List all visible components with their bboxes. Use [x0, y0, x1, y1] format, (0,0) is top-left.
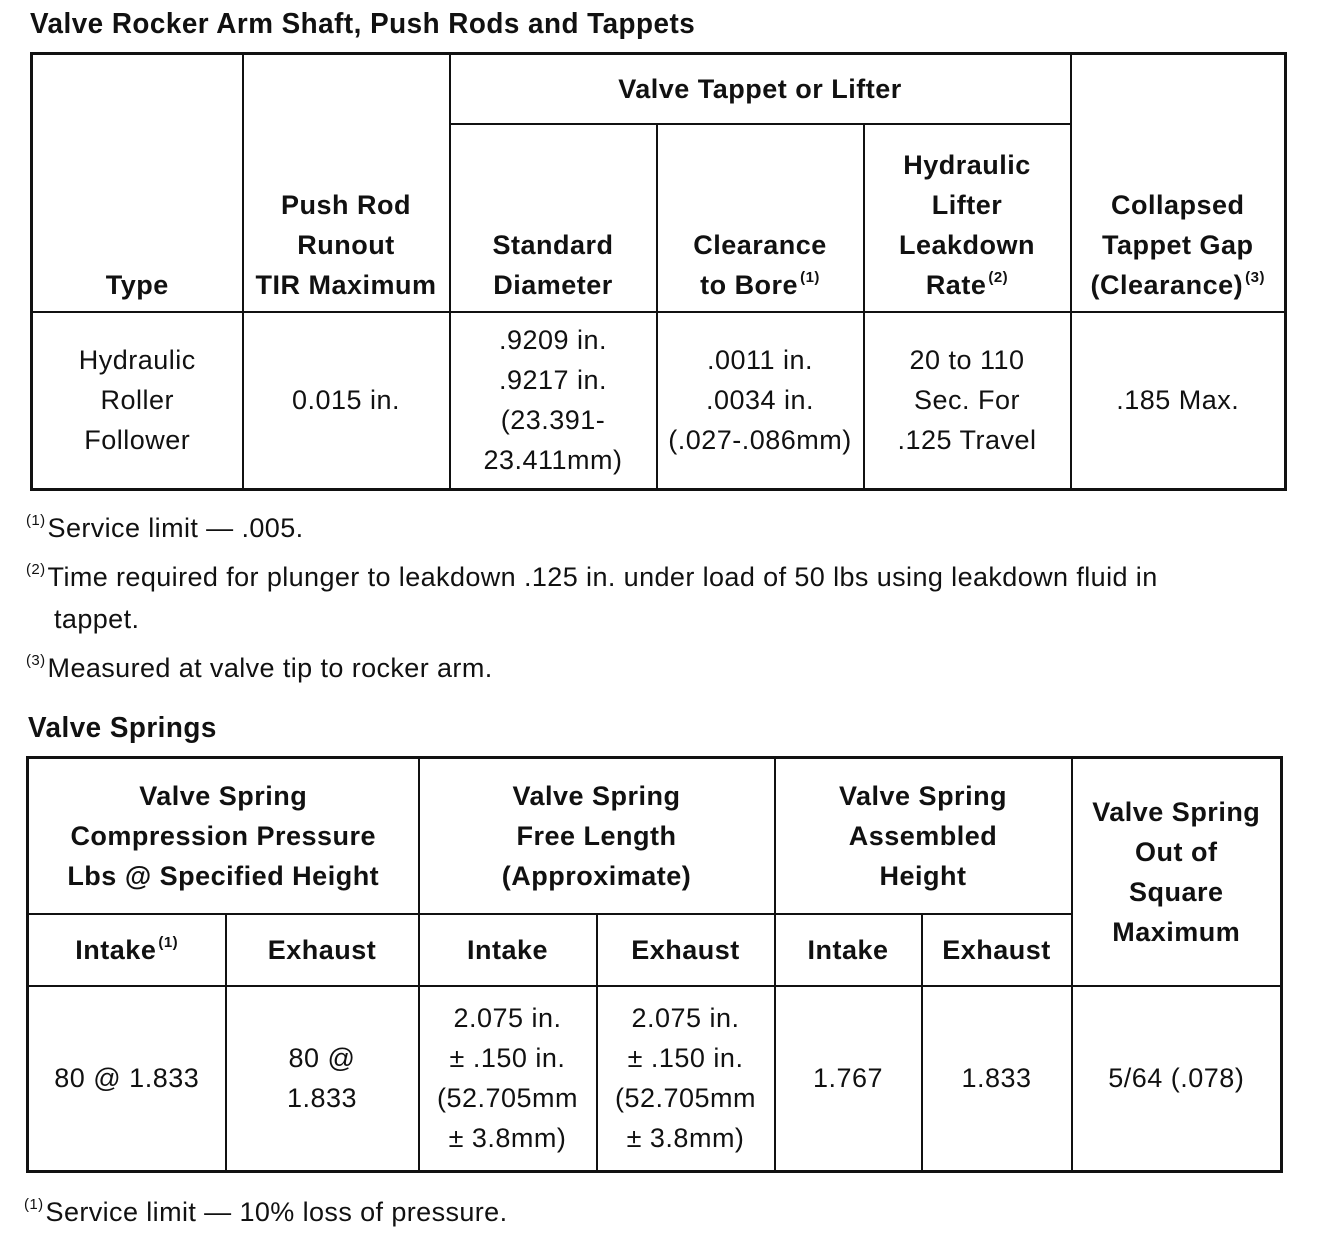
springs-footnotes — [24, 1184, 1286, 1233]
header-assembled-line: Valve Spring — [838, 780, 1008, 811]
footnote-mark: (3) — [26, 652, 46, 669]
cell-line: (23.391- — [500, 405, 606, 436]
cell-line: Follower — [84, 425, 191, 456]
cell-line: 1.833 — [286, 1083, 358, 1114]
table-row — [28, 986, 1282, 1172]
header-out-of-square-line: Maximum — [1112, 916, 1241, 947]
cell-line: ± 3.8mm) — [626, 1123, 745, 1154]
header-assembled-line: Assembled — [848, 820, 998, 851]
cell-line: Hydraulic — [78, 345, 196, 376]
cell-line: 23.411mm) — [483, 445, 623, 476]
header-asm-intake — [775, 914, 922, 986]
header-free-length — [419, 758, 775, 914]
cell-comp-intake — [28, 986, 226, 1172]
header-assembled-height — [775, 758, 1072, 914]
springs-section-title: Valve Springs — [28, 712, 217, 744]
cell-clearance — [657, 312, 864, 490]
header-clearance-to-bore — [657, 124, 864, 312]
cell-free-exhaust — [597, 986, 775, 1172]
cell-line: .0011 in. — [706, 345, 814, 376]
header-std-diameter-line: Diameter — [493, 269, 613, 300]
header-tappet-group — [450, 54, 1071, 124]
rocker-arm-table — [30, 52, 1287, 491]
footnote-ref-3: (3) — [1245, 268, 1265, 286]
footnote-mark: (1) — [24, 1196, 44, 1213]
header-push-rod-line: TIR Maximum — [255, 269, 437, 300]
cell-free-intake — [419, 986, 597, 1172]
header-compression-pressure — [28, 758, 419, 914]
header-compression-line: Valve Spring — [139, 780, 308, 811]
header-exhaust-label: Exhaust — [267, 934, 377, 965]
cell-out-of-square — [1072, 986, 1282, 1172]
cell-line: 2.075 in. — [631, 1003, 740, 1034]
header-collapsed-line: (Clearance) — [1090, 269, 1244, 300]
header-compression-line: Compression Pressure — [70, 820, 377, 851]
cell-line: 0.015 in. — [291, 385, 401, 416]
header-free-length-line: Free Length — [516, 820, 677, 851]
table-row — [32, 312, 1286, 490]
header-push-rod — [243, 54, 450, 312]
footnote-1 — [24, 1184, 1286, 1233]
cell-line: 80 @ 1.833 — [54, 1063, 200, 1094]
cell-line: (.027-.086mm) — [668, 425, 852, 456]
header-exhaust-label: Exhaust — [631, 934, 740, 965]
header-standard-diameter — [450, 124, 657, 312]
header-push-rod-line: Push Rod — [281, 189, 411, 220]
header-out-of-square-line: Valve Spring — [1092, 796, 1261, 827]
header-leakdown-line: Lifter — [931, 189, 1003, 220]
cell-line: 1.833 — [961, 1063, 1032, 1094]
cell-line: .9217 in. — [498, 365, 608, 396]
footnote-text: tappet. — [54, 604, 140, 634]
cell-type — [32, 312, 243, 490]
footnote-ref-2: (2) — [988, 268, 1009, 286]
header-intake-label: Intake — [75, 934, 157, 965]
rocker-section-title: Valve Rocker Arm Shaft, Push Rods and Tappets — [30, 8, 696, 40]
footnote-3 — [26, 640, 1288, 689]
cell-asm-exhaust — [922, 986, 1072, 1172]
header-clearance-line: Clearance — [693, 229, 827, 260]
header-assembled-line: Height — [879, 860, 967, 891]
cell-line: .9209 in. — [498, 325, 608, 356]
header-free-exhaust — [597, 914, 775, 986]
footnote-mark: (2) — [26, 561, 46, 578]
footnote-text: Measured at valve tip to rocker arm. — [47, 653, 493, 683]
cell-standard-diameter — [450, 312, 657, 490]
header-out-of-square-line: Out of — [1135, 836, 1218, 867]
header-intake-label: Intake — [807, 934, 889, 965]
header-leakdown-line: Hydraulic — [903, 149, 1031, 180]
header-free-length-line: (Approximate) — [501, 860, 692, 891]
header-intake-label: Intake — [466, 934, 549, 965]
header-collapsed-line: Collapsed — [1110, 189, 1245, 220]
cell-line: .0034 in. — [705, 385, 815, 416]
header-asm-exhaust — [922, 914, 1072, 986]
header-type — [32, 54, 243, 312]
footnote-text: Time required for plunger to leakdown .125 in. under load of 50 lbs using leakdown fluid in — [47, 562, 1158, 592]
cell-comp-exhaust — [226, 986, 419, 1172]
footnote-text: Service limit — 10% loss of pressure. — [45, 1197, 508, 1227]
header-collapsed-line: Tappet Gap — [1101, 229, 1254, 260]
cell-line: 5/64 (.078) — [1108, 1063, 1245, 1094]
rocker-footnotes — [26, 500, 1288, 689]
header-out-of-square-line: Square — [1129, 876, 1224, 907]
header-out-of-square — [1072, 758, 1282, 986]
header-clearance-line: to Bore — [700, 269, 799, 300]
cell-line: ± .150 in. — [449, 1043, 566, 1074]
header-tappet-group-label: Valve Tappet or Lifter — [618, 73, 902, 104]
footnote-2 — [26, 549, 1288, 640]
footnote-ref-1: (1) — [158, 933, 179, 951]
header-type-label: Type — [105, 269, 169, 300]
footnote-1 — [26, 500, 1288, 549]
cell-line: Roller — [100, 385, 175, 416]
cell-line: (52.705mm — [436, 1083, 579, 1114]
header-collapsed-gap — [1071, 54, 1286, 312]
header-std-diameter-line: Standard — [492, 229, 614, 260]
footnote-ref-1: (1) — [800, 268, 820, 286]
cell-line: Sec. For — [913, 385, 1021, 416]
cell-line: .125 Travel — [897, 425, 1037, 456]
cell-line: 2.075 in. — [453, 1003, 562, 1034]
header-free-length-line: Valve Spring — [512, 780, 681, 811]
header-leakdown-line: Leakdown — [898, 229, 1036, 260]
header-compression-line: Lbs @ Specified Height — [67, 860, 380, 891]
cell-line: ± .150 in. — [627, 1043, 744, 1074]
header-comp-exhaust — [226, 914, 419, 986]
cell-line: 20 to 110 — [909, 345, 1025, 376]
header-exhaust-label: Exhaust — [942, 934, 1051, 965]
valve-springs-table — [26, 756, 1283, 1173]
footnote-mark: (1) — [26, 512, 46, 529]
cell-line: 80 @ — [288, 1043, 356, 1074]
cell-asm-intake — [775, 986, 922, 1172]
header-leakdown-rate — [864, 124, 1071, 312]
cell-collapsed-gap — [1071, 312, 1286, 490]
cell-line: ± 3.8mm) — [448, 1123, 567, 1154]
header-comp-intake — [28, 914, 226, 986]
footnote-text: Service limit — .005. — [47, 513, 304, 543]
header-push-rod-line: Runout — [297, 229, 395, 260]
cell-push-rod-runout — [243, 312, 450, 490]
cell-line: .185 Max. — [1116, 385, 1240, 416]
cell-line: (52.705mm — [614, 1083, 757, 1114]
header-free-intake — [419, 914, 597, 986]
cell-line: 1.767 — [812, 1063, 884, 1094]
header-leakdown-line: Rate — [925, 269, 987, 300]
cell-leakdown-rate — [864, 312, 1071, 490]
